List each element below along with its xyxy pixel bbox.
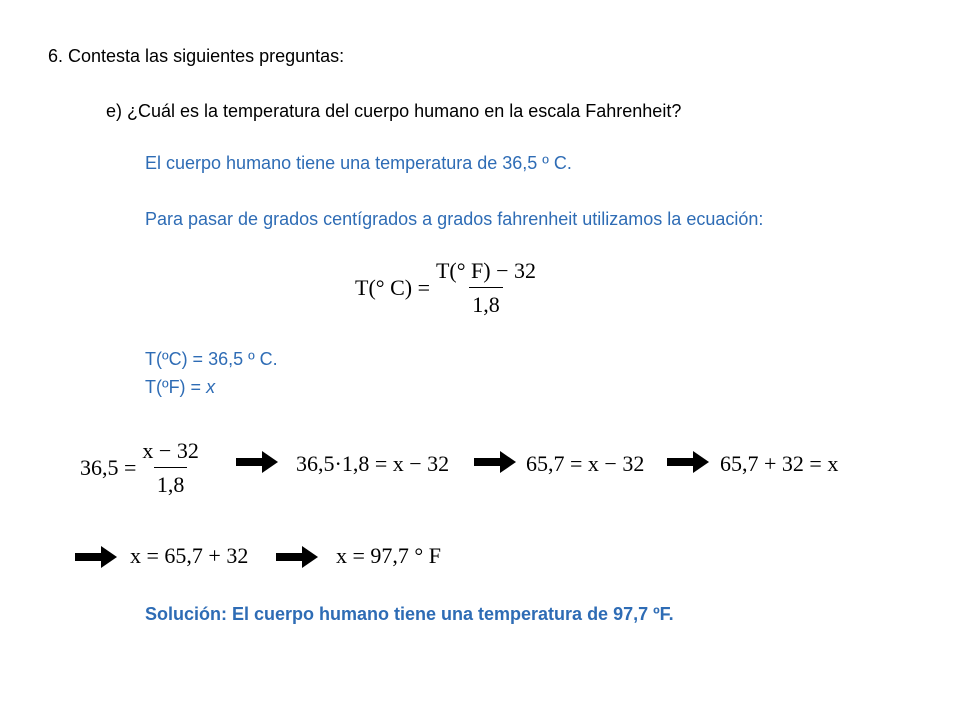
- arrow-right-icon: [667, 451, 709, 473]
- step-1-fraction: [139, 438, 201, 498]
- exercise-heading: 6. Contesta las siguientes preguntas:: [48, 46, 345, 66]
- given-fahrenheit-var: x: [206, 377, 216, 397]
- step-1-denominator: 1,8: [154, 467, 188, 498]
- given-fahrenheit: [145, 376, 215, 398]
- step-1-numerator: x − 32: [142, 438, 199, 463]
- arrow-right-icon: [75, 546, 117, 568]
- step-4-equation: 65,7 + 32 = x: [720, 451, 839, 476]
- step-5-equation: x = 65,7 + 32: [130, 543, 249, 568]
- answer-line-equation-intro: Para pasar de grados centígrados a grados fahrenheit utilizamos la ecuación:: [145, 209, 764, 229]
- arrow-right-icon: [276, 546, 318, 568]
- formula-denominator: 1,8: [469, 287, 503, 318]
- formula-fraction: [433, 258, 539, 318]
- conversion-formula: [355, 258, 542, 318]
- given-fahrenheit-prefix: T(ºF) =: [145, 377, 207, 397]
- given-celsius: T(ºC) = 36,5 º C.: [145, 349, 278, 369]
- step-3-equation: 65,7 = x − 32: [526, 451, 645, 476]
- answer-line-body-temp: El cuerpo humano tiene una temperatura de 36,5 º C.: [145, 153, 572, 173]
- arrow-right-icon: [236, 451, 278, 473]
- step-6-equation: x = 97,7 ° F: [336, 543, 441, 568]
- formula-numerator: T(° F) − 32: [435, 258, 537, 283]
- step-1-equation: [80, 438, 205, 498]
- step-1-lhs: 36,5 =: [80, 455, 137, 480]
- arrow-right-icon: [474, 451, 516, 473]
- step-2-equation: 36,5·1,8 = x − 32: [296, 451, 450, 476]
- solution-text: Solución: El cuerpo humano tiene una temperatura de 97,7 ºF.: [145, 604, 674, 624]
- formula-lhs: T(° C) =: [355, 275, 430, 300]
- question-text: e) ¿Cuál es la temperatura del cuerpo humano en la escala Fahrenheit?: [106, 101, 682, 121]
